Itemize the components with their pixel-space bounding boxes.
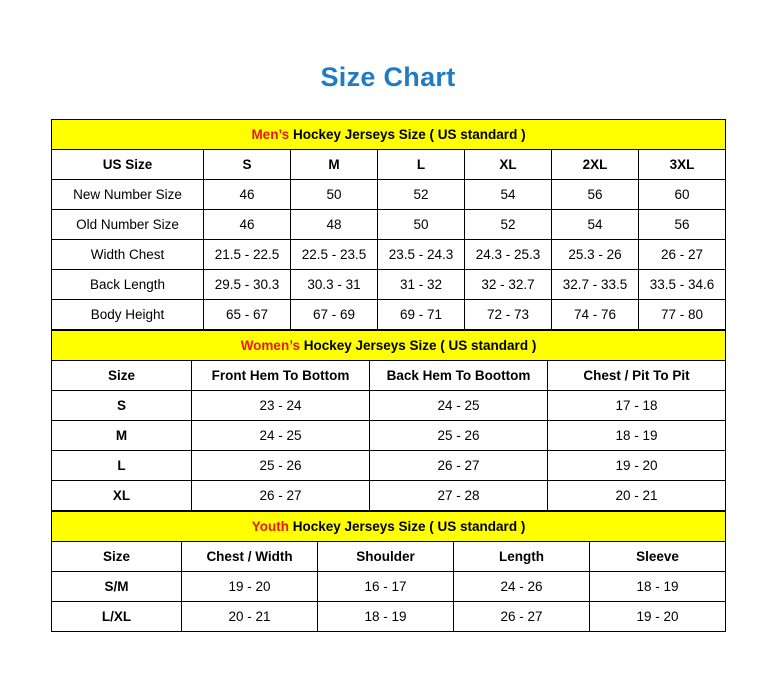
table-cell: 30.3 - 31 (291, 270, 378, 300)
row-label: S (52, 391, 192, 421)
column-header: Length (454, 542, 590, 572)
table-cell: 24.3 - 25.3 (465, 240, 552, 270)
table-row (52, 421, 726, 451)
table-cell: 24 - 25 (192, 421, 370, 451)
table-row (52, 210, 726, 240)
table-row (52, 572, 726, 602)
table-cell: 69 - 71 (378, 300, 465, 330)
table-cell: 24 - 26 (454, 572, 590, 602)
table-cell: 56 (639, 210, 726, 240)
table-cell: 54 (552, 210, 639, 240)
table-cell: 23 - 24 (192, 391, 370, 421)
size-table (51, 511, 726, 632)
page-title: Size Chart (320, 62, 456, 92)
column-header: US Size (52, 150, 204, 180)
table-cell: 24 - 25 (370, 391, 548, 421)
column-header: Chest / Pit To Pit (548, 361, 726, 391)
table-cell: 17 - 18 (548, 391, 726, 421)
row-label: Body Height (52, 300, 204, 330)
table-row (52, 391, 726, 421)
column-header: Back Hem To Boottom (370, 361, 548, 391)
table-cell: 52 (465, 210, 552, 240)
table-cell: 26 - 27 (639, 240, 726, 270)
table-cell: 65 - 67 (204, 300, 291, 330)
table-cell: 27 - 28 (370, 481, 548, 511)
table-cell: 74 - 76 (552, 300, 639, 330)
section-banner (52, 120, 726, 150)
table-row (52, 300, 726, 330)
table-cell: 22.5 - 23.5 (291, 240, 378, 270)
banner-rest-text: Hockey Jerseys Size ( US standard ) (289, 127, 526, 142)
size-table (51, 330, 726, 511)
size-table (51, 119, 726, 330)
banner-rest-text: Hockey Jerseys Size ( US standard ) (299, 338, 537, 353)
table-cell: 21.5 - 22.5 (204, 240, 291, 270)
table-cell: 29.5 - 30.3 (204, 270, 291, 300)
table-cell: 19 - 20 (590, 602, 726, 632)
table-header-row (52, 150, 726, 180)
table-cell: 20 - 21 (182, 602, 318, 632)
column-header: L (378, 150, 465, 180)
row-label: Back Length (52, 270, 204, 300)
row-label: Width Chest (52, 240, 204, 270)
row-label: Old Number Size (52, 210, 204, 240)
table-cell: 46 (204, 210, 291, 240)
column-header: Size (52, 361, 192, 391)
table-row (52, 481, 726, 511)
row-label: New Number Size (52, 180, 204, 210)
row-label: L (52, 451, 192, 481)
table-cell: 50 (378, 210, 465, 240)
table-cell: 25.3 - 26 (552, 240, 639, 270)
table-cell: 18 - 19 (590, 572, 726, 602)
banner-accent-text: Women’s (240, 338, 300, 353)
table-header-row (52, 361, 726, 391)
table-cell: 54 (465, 180, 552, 210)
table-cell: 31 - 32 (378, 270, 465, 300)
size-tables-container (51, 119, 725, 632)
table-cell: 77 - 80 (639, 300, 726, 330)
column-header: Chest / Width (182, 542, 318, 572)
section-banner (52, 331, 726, 361)
table-banner-row (52, 512, 726, 542)
column-header: Size (52, 542, 182, 572)
table-header-row (52, 542, 726, 572)
table-cell: 19 - 20 (182, 572, 318, 602)
column-header: XL (465, 150, 552, 180)
table-cell: 25 - 26 (192, 451, 370, 481)
table-cell: 18 - 19 (548, 421, 726, 451)
table-cell: 32.7 - 33.5 (552, 270, 639, 300)
column-header: 3XL (639, 150, 726, 180)
table-cell: 46 (204, 180, 291, 210)
column-header: Sleeve (590, 542, 726, 572)
table-cell: 26 - 27 (192, 481, 370, 511)
table-row (52, 602, 726, 632)
table-cell: 26 - 27 (370, 451, 548, 481)
column-header: 2XL (552, 150, 639, 180)
table-cell: 67 - 69 (291, 300, 378, 330)
table-cell: 23.5 - 24.3 (378, 240, 465, 270)
banner-accent-text: Men’s (251, 127, 290, 142)
table-row (52, 240, 726, 270)
table-banner-row (52, 120, 726, 150)
table-cell: 33.5 - 34.6 (639, 270, 726, 300)
column-header: Shoulder (318, 542, 454, 572)
column-header: M (291, 150, 378, 180)
table-row (52, 270, 726, 300)
table-cell: 48 (291, 210, 378, 240)
section-banner (52, 512, 726, 542)
table-cell: 25 - 26 (370, 421, 548, 451)
table-cell: 56 (552, 180, 639, 210)
table-cell: 18 - 19 (318, 602, 454, 632)
table-cell: 60 (639, 180, 726, 210)
table-cell: 26 - 27 (454, 602, 590, 632)
row-label: S/M (52, 572, 182, 602)
column-header: Front Hem To Bottom (192, 361, 370, 391)
table-cell: 16 - 17 (318, 572, 454, 602)
row-label: XL (52, 481, 192, 511)
table-cell: 50 (291, 180, 378, 210)
column-header: S (204, 150, 291, 180)
table-row (52, 451, 726, 481)
table-banner-row (52, 331, 726, 361)
table-cell: 52 (378, 180, 465, 210)
row-label: M (52, 421, 192, 451)
table-row (52, 180, 726, 210)
banner-rest-text: Hockey Jerseys Size ( US standard ) (288, 519, 526, 534)
table-cell: 19 - 20 (548, 451, 726, 481)
table-cell: 72 - 73 (465, 300, 552, 330)
banner-accent-text: Youth (251, 519, 289, 534)
table-cell: 20 - 21 (548, 481, 726, 511)
table-cell: 32 - 32.7 (465, 270, 552, 300)
row-label: L/XL (52, 602, 182, 632)
